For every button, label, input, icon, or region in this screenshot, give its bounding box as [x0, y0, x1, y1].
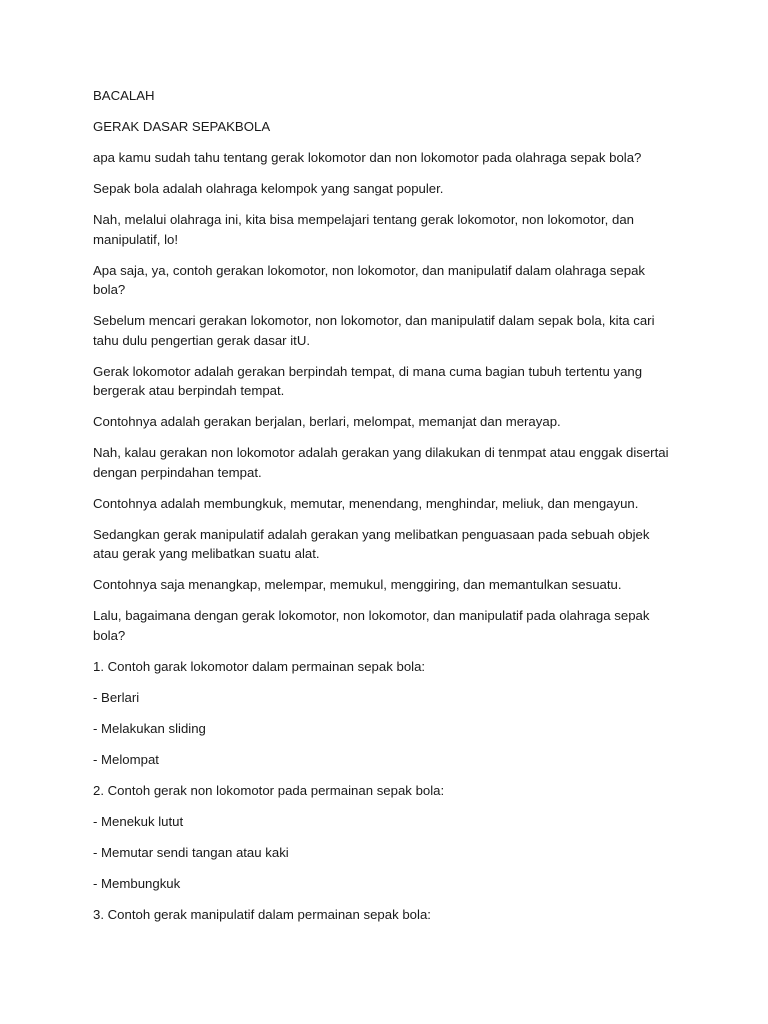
- paragraph: Lalu, bagaimana dengan gerak lokomotor, non lokomotor, dan manipulatif pada olahraga sepak bola?: [93, 608, 650, 643]
- list-item: - Melompat: [93, 751, 159, 767]
- paragraph: Sepak bola adalah olahraga kelompok yang sangat populer.: [93, 181, 444, 196]
- document-heading: BACALAH: [93, 88, 155, 103]
- paragraph: Sebelum mencari gerakan lokomotor, non lokomotor, dan manipulatif dalam sepak bola, kita cari tahu dulu pengertian gerak dasar itU.: [93, 313, 655, 348]
- paragraph: Gerak lokomotor adalah gerakan berpindah tempat, di mana cuma bagian tubuh tertentu yang bergerak atau berpindah tempat.: [93, 363, 643, 398]
- paragraph: Sedangkan gerak manipulatif adalah gerakan yang melibatkan penguasaan pada sebuah objek atau gerak yang melibatkan suatu alat.: [93, 526, 650, 561]
- list-item: - Membungkuk: [93, 875, 181, 891]
- paragraph: Contohnya adalah gerakan berjalan, berlari, melompat, memanjat dan merayap.: [93, 414, 561, 429]
- paragraph: Nah, melalui olahraga ini, kita bisa mempelajari tentang gerak lokomotor, non lokomotor, dan manipulatif, lo!: [93, 212, 634, 247]
- paragraph: Nah, kalau gerakan non lokomotor adalah gerakan yang dilakukan di tenmpat atau enggak disertai dengan perpindahan tempat.: [93, 445, 669, 480]
- list-heading: 1. Contoh garak lokomotor dalam permainan sepak bola:: [93, 658, 426, 674]
- list-item: - Melakukan sliding: [93, 720, 206, 736]
- paragraph: Apa saja, ya, contoh gerakan lokomotor, non lokomotor, dan manipulatif dalam olahraga sepak bola?: [93, 262, 646, 297]
- list-item: - Berlari: [93, 689, 140, 705]
- list-heading: 2. Contoh gerak non lokomotor pada permainan sepak bola:: [93, 782, 445, 798]
- list-item: - Menekuk lutut: [93, 813, 184, 829]
- paragraph: apa kamu sudah tahu tentang gerak lokomotor dan non lokomotor pada olahraga sepak bola?: [93, 150, 642, 165]
- list-item: - Memutar sendi tangan atau kaki: [93, 844, 289, 860]
- document-body: [93, 86, 673, 936]
- paragraph: Contohnya saja menangkap, melempar, memukul, menggiring, dan memantulkan sesuatu.: [93, 577, 622, 592]
- paragraph: Contohnya adalah membungkuk, memutar, menendang, menghindar, meliuk, dan mengayun.: [93, 495, 639, 511]
- document-subheading: GERAK DASAR SEPAKBOLA: [93, 119, 271, 134]
- list-heading: 3. Contoh gerak manipulatif dalam permainan sepak bola:: [93, 906, 431, 922]
